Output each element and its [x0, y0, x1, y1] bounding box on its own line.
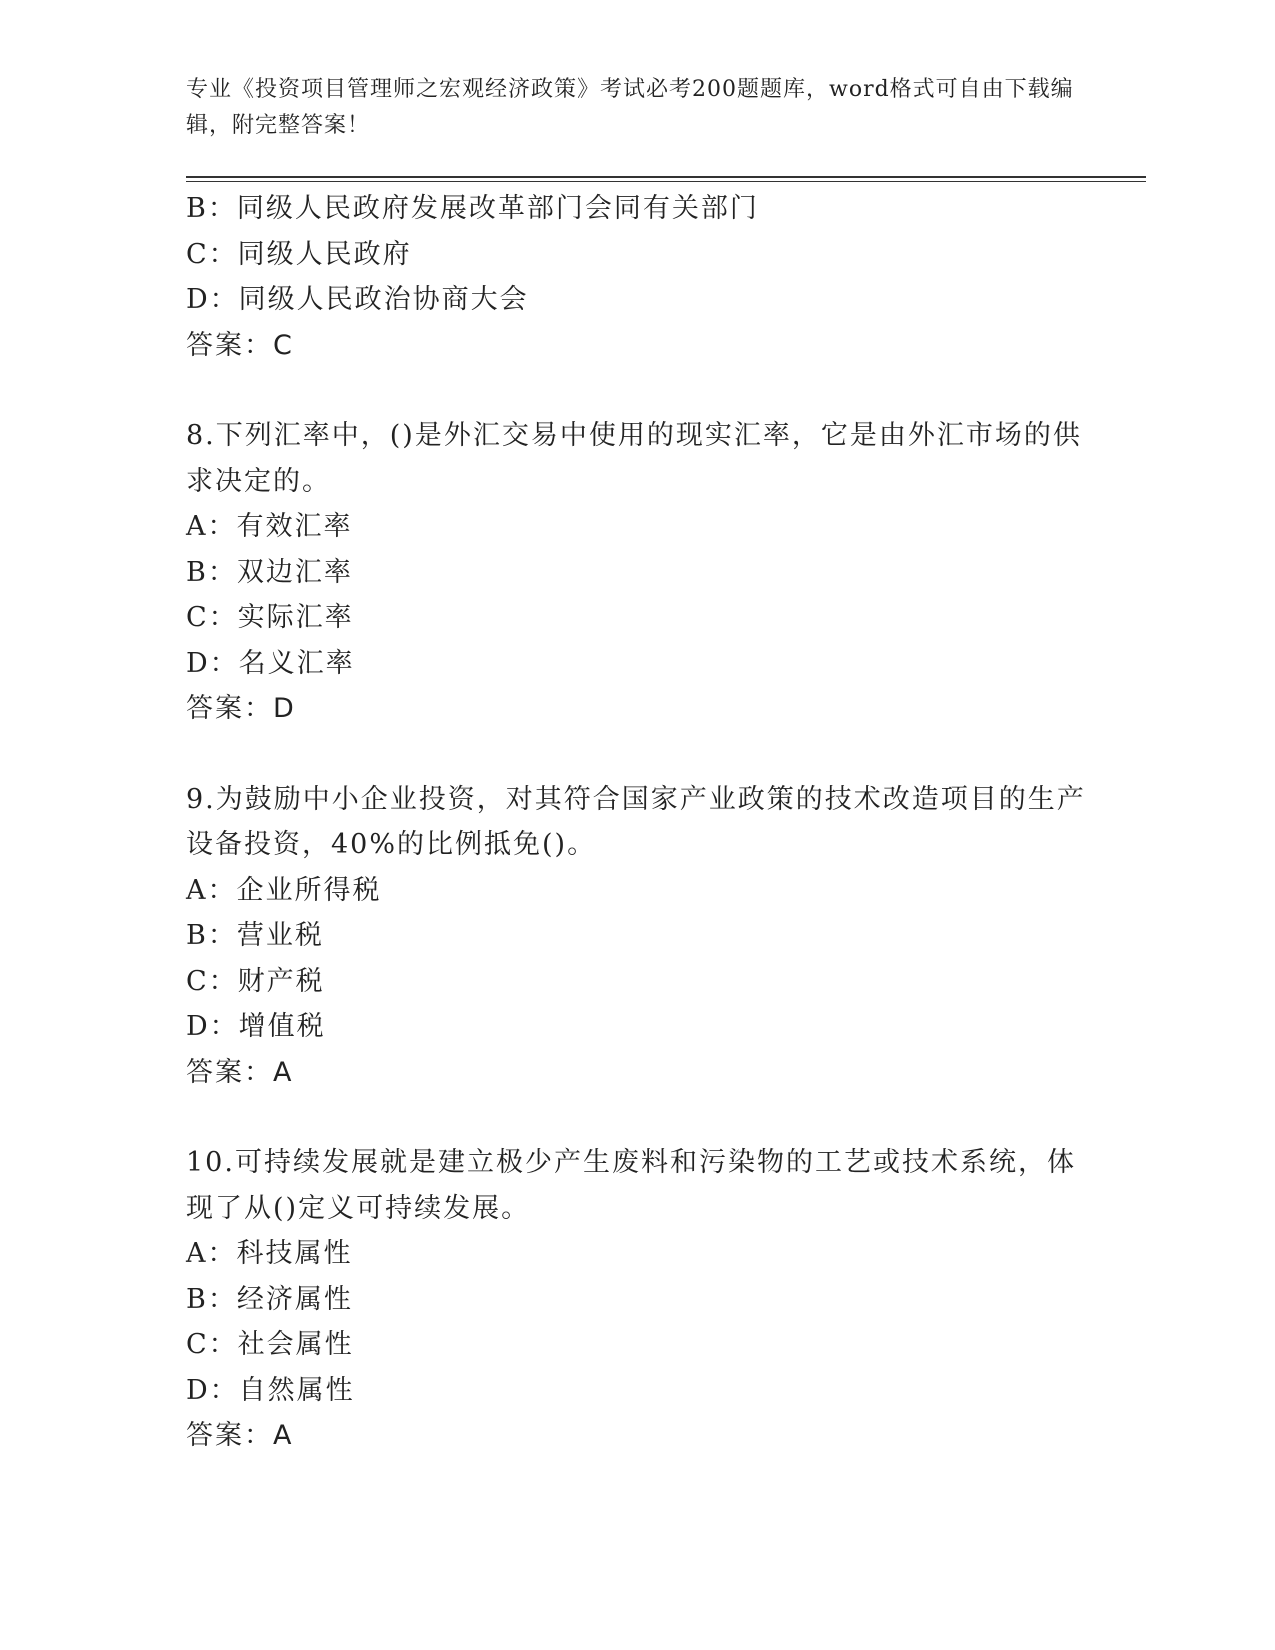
question-list: [186, 186, 1086, 1504]
option-a: A：科技属性: [186, 1238, 353, 1269]
option-c: C：财产税: [186, 965, 325, 997]
question-title: 10.可持续发展就是建立极少产生废料和污染物的工艺或技术系统，体现了从()定义可持续发展。: [186, 1147, 1076, 1224]
answer-line: 答案：A: [186, 1056, 294, 1088]
option-b: B：双边汇率: [186, 556, 353, 588]
question-7-continuation: [186, 186, 1086, 368]
question-title: 8.下列汇率中，()是外汇交易中使用的现实汇率，它是由外汇市场的供求决定的。: [186, 420, 1082, 497]
option-b: B：营业税: [186, 920, 324, 951]
option-d: D：增值税: [186, 1011, 326, 1042]
header-divider-thin: [186, 181, 1146, 182]
answer-line: 答案：C: [186, 329, 294, 361]
option-b: B：同级人民政府发展改革部门会同有关部门: [186, 193, 759, 224]
question-title: 9.为鼓励中小企业投资，对其符合国家产业政策的技术改造项目的生产设备投资，40%的比例抵免()。: [186, 783, 1086, 860]
document-header: 专业《投资项目管理师之宏观经济政策》考试必考200题题库，word格式可自由下载编辑，附完整答案！: [186, 77, 1074, 138]
option-c: C：社会属性: [186, 1329, 354, 1360]
question-9: [186, 777, 1086, 1096]
answer-line: 答案：A: [186, 1420, 294, 1451]
answer-line: 答案：D: [186, 693, 296, 724]
option-c: C：实际汇率: [186, 602, 354, 633]
option-d: D：同级人民政治协商大会: [186, 284, 529, 315]
question-10: [186, 1140, 1086, 1459]
question-8: [186, 413, 1086, 732]
header-divider-thick: [186, 176, 1146, 178]
option-d: D：自然属性: [186, 1374, 355, 1406]
option-a: A：有效汇率: [186, 511, 353, 542]
option-b: B：经济属性: [186, 1283, 353, 1315]
option-c: C：同级人民政府: [186, 238, 412, 270]
option-a: A：企业所得税: [186, 874, 382, 906]
option-d: D：名义汇率: [186, 647, 355, 679]
